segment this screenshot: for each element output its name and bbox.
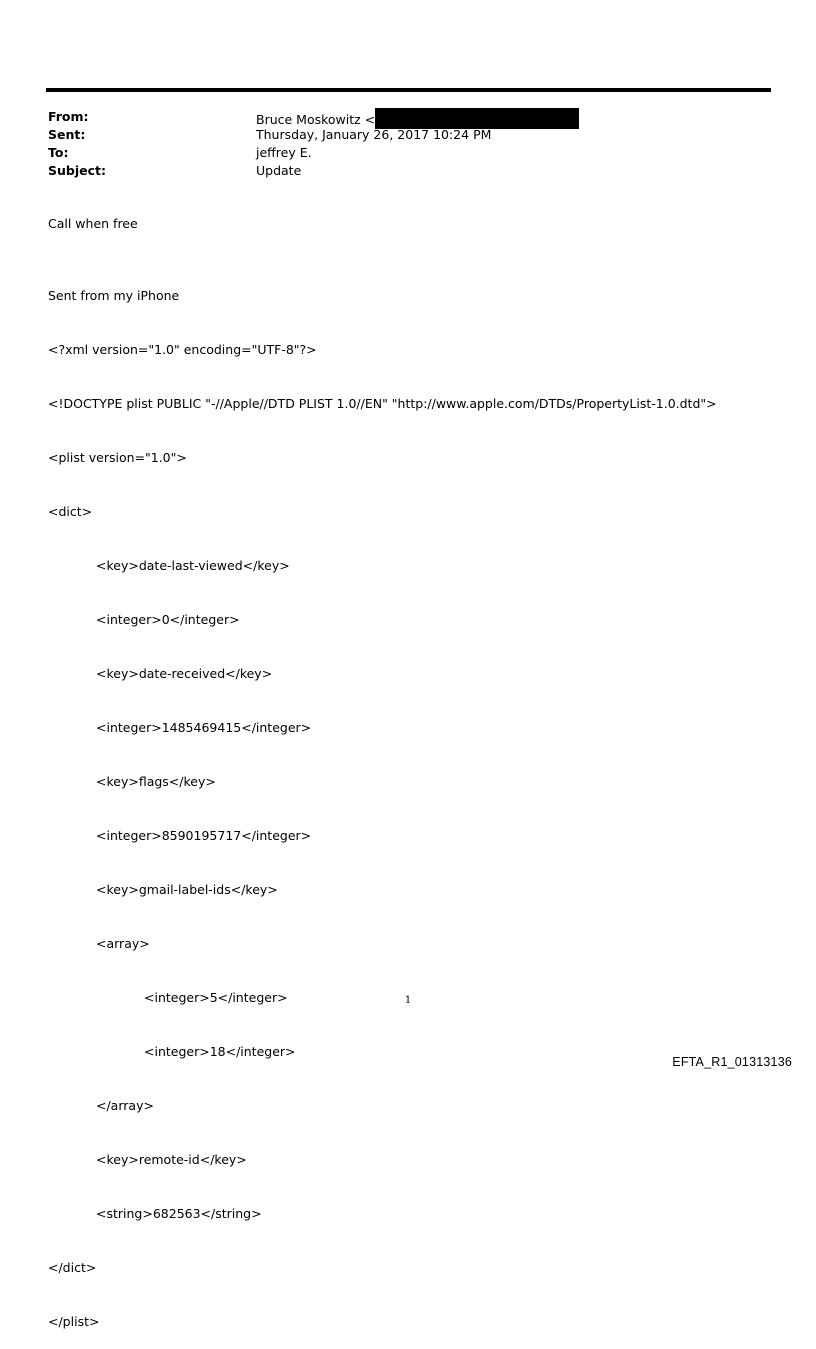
subject-label: Subject: [48,163,106,178]
body-line: <key>date-received</key> [96,666,273,681]
bates-number: EFTA_R1_01313136 [672,1055,792,1069]
body-line: <key>remote-id</key> [96,1152,247,1167]
sent-value: Thursday, January 26, 2017 10:24 PM [256,127,492,142]
body-line: <dict> [48,504,93,519]
body-line: </plist> [48,1314,100,1329]
page-number: 1 [404,995,412,1006]
message-body [48,251,717,1349]
to-label: To: [48,145,69,160]
body-line: Sent from my iPhone [48,288,180,303]
body-line: <!DOCTYPE plist PUBLIC "-//Apple//DTD PLIST 1.0//EN" "http://www.apple.com/DTDs/PropertyList-1.0.dtd"> [48,396,717,411]
subject-value: Update [256,163,302,178]
body-line: <plist version="1.0"> [48,450,187,465]
header-divider [46,88,771,92]
message-greeting: Call when free [48,216,138,231]
body-line: <integer>0</integer> [96,612,240,627]
body-line: <string>682563</string> [96,1206,262,1221]
to-value: jeffrey E. [256,145,312,160]
sent-label: Sent: [48,127,86,142]
from-name: Bruce Moskowitz < [256,112,376,127]
from-label: From: [48,109,89,124]
body-line: <key>flags</key> [96,774,216,789]
body-line: <?xml version="1.0" encoding="UTF-8"?> [48,342,317,357]
body-line: </dict> [48,1260,97,1275]
body-line: </array> [96,1098,154,1113]
body-line: <array> [96,936,150,951]
body-line: <key>date-last-viewed</key> [96,558,290,573]
body-line: <integer>1485469415</integer> [96,720,312,735]
body-line: <integer>18</integer> [144,1044,296,1059]
body-line: <integer>5</integer> [144,990,288,1005]
body-line: <integer>8590195717</integer> [96,828,312,843]
body-line: <key>gmail-label-ids</key> [96,882,278,897]
